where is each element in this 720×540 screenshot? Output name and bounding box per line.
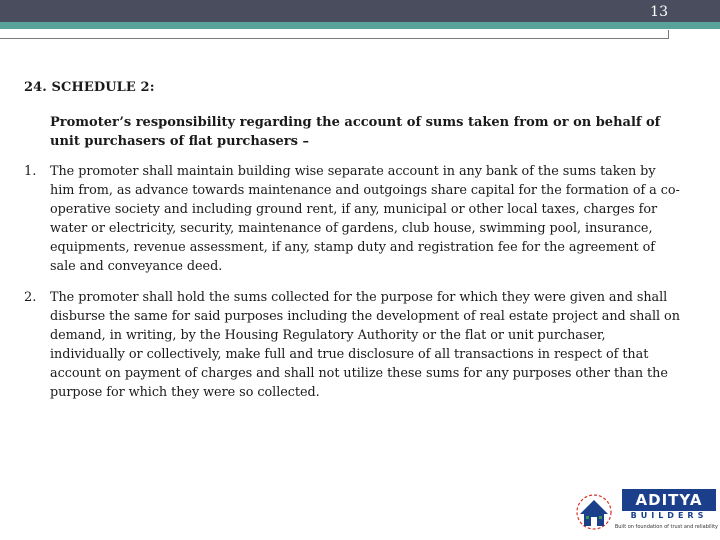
header-rule (0, 38, 668, 39)
clause-text: The promoter shall maintain building wise separate account in any bank of the sums taken by him from, as advance towards maintenance and outgoings share capital for the formation of a co-operative society and including ground rent, if any, municipal or other local taxes, charges for water or electricity, security, maintenance of gardens, club house, swimming pool, insurance, equipments, revenue assessment, if any, stamp duty and registration fee for the agreement of sale and conveyance deed. (50, 164, 680, 274)
schedule-subheading: Promoter’s responsibility regarding the account of sums taken from or on behalf of unit purchasers of flat purchasers – (50, 115, 661, 149)
logo-tagline: Built on foundation of trust and reliability (614, 524, 718, 530)
logo-subtitle: BUILDERS (630, 511, 708, 520)
clause-number: 1. (24, 164, 37, 179)
clause-number: 2. (24, 290, 37, 305)
clause-text: The promoter shall hold the sums collected for the purpose for which they were given and shall disburse the same for said purposes including the development of real estate project and shall on demand, in writing, by the Housing Regulatory Authority or the flat or unit purchaser, individually or collectively, make full and true disclosure of all transactions in respect of that account on payment of charges and shall not utilize these sums for any purposes other than the purpose for which they were so collected. (50, 290, 680, 400)
logo-title: ADITYA (635, 491, 703, 509)
header-band (0, 0, 720, 22)
header-accent-band (0, 22, 720, 29)
logo-title-box (622, 489, 716, 511)
page-number: 13 (650, 4, 668, 20)
company-logo (568, 488, 718, 534)
header-rule-tick (668, 30, 669, 39)
schedule-heading: 24. SCHEDULE 2: (24, 80, 155, 95)
